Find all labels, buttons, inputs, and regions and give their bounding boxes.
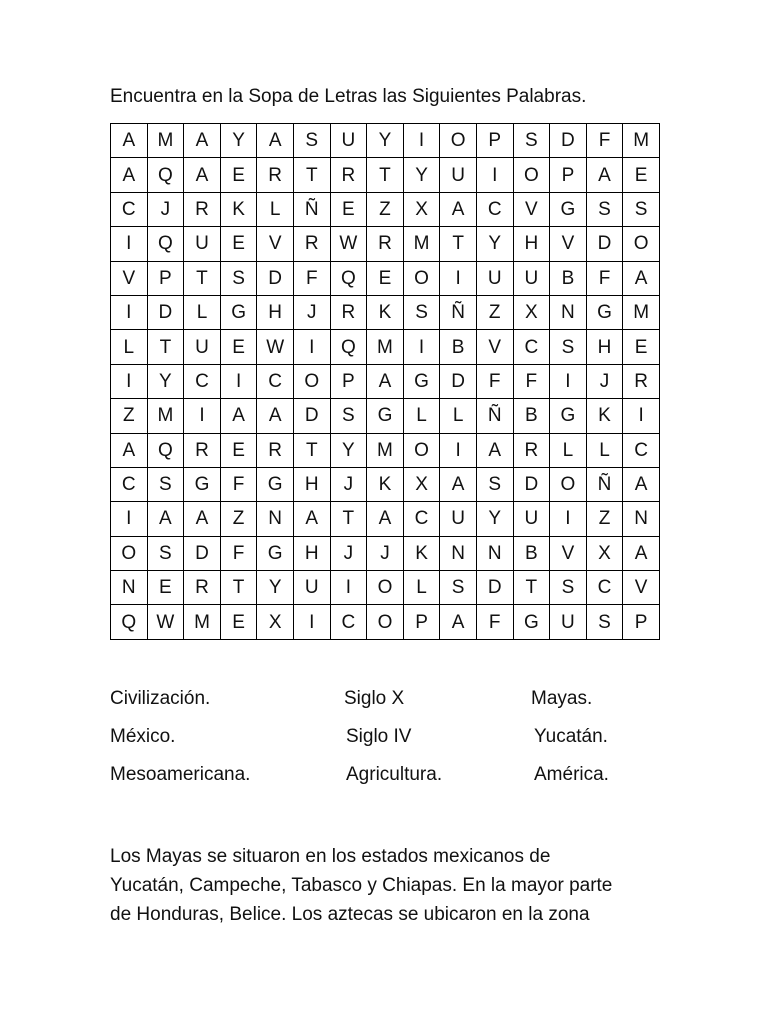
grid-cell: V: [550, 536, 587, 570]
grid-cell: M: [623, 295, 660, 329]
worksheet-title: Encuentra en la Sopa de Letras las Siguientes Palabras.: [110, 86, 587, 107]
grid-cell: O: [623, 227, 660, 261]
grid-cell: R: [513, 433, 550, 467]
grid-cell: E: [623, 158, 660, 192]
grid-cell: A: [111, 124, 148, 158]
grid-cell: T: [293, 158, 330, 192]
grid-cell: U: [476, 261, 513, 295]
grid-cell: J: [147, 192, 184, 226]
grid-cell: T: [184, 261, 221, 295]
grid-cell: A: [623, 467, 660, 501]
grid-cell: U: [330, 124, 367, 158]
grid-cell: G: [367, 399, 404, 433]
grid-cell: H: [586, 330, 623, 364]
grid-cell: W: [330, 227, 367, 261]
grid-cell: B: [440, 330, 477, 364]
grid-cell: M: [147, 124, 184, 158]
grid-cell: Q: [147, 433, 184, 467]
grid-cell: A: [623, 261, 660, 295]
grid-cell: U: [513, 261, 550, 295]
word-item: Agricultura.: [346, 764, 443, 785]
grid-cell: A: [367, 502, 404, 536]
grid-cell: J: [586, 364, 623, 398]
grid-cell: I: [184, 399, 221, 433]
grid-cell: C: [184, 364, 221, 398]
grid-cell: P: [476, 124, 513, 158]
grid-cell: C: [257, 364, 294, 398]
grid-cell: E: [220, 158, 257, 192]
grid-cell: L: [257, 192, 294, 226]
grid-row: [111, 571, 660, 605]
grid-cell: G: [257, 467, 294, 501]
grid-cell: X: [403, 192, 440, 226]
grid-cell: N: [476, 536, 513, 570]
grid-cell: O: [367, 571, 404, 605]
grid-cell: P: [403, 605, 440, 639]
grid-cell: E: [220, 433, 257, 467]
grid-row: [111, 399, 660, 433]
grid-row: [111, 124, 660, 158]
body-paragraph: [110, 842, 710, 929]
grid-cell: L: [550, 433, 587, 467]
grid-cell: E: [330, 192, 367, 226]
grid-cell: A: [147, 502, 184, 536]
grid-cell: E: [623, 330, 660, 364]
paragraph-line: Yucatán, Campeche, Tabasco y Chiapas. En la mayor parte: [110, 875, 613, 896]
grid-cell: N: [440, 536, 477, 570]
grid-cell: L: [403, 571, 440, 605]
grid-cell: S: [550, 571, 587, 605]
grid-cell: A: [476, 433, 513, 467]
grid-cell: F: [293, 261, 330, 295]
grid-cell: Y: [147, 364, 184, 398]
grid-cell: C: [111, 192, 148, 226]
grid-row: [111, 227, 660, 261]
grid-cell: D: [293, 399, 330, 433]
grid-cell: R: [623, 364, 660, 398]
grid-cell: S: [440, 571, 477, 605]
grid-cell: I: [330, 571, 367, 605]
grid-cell: V: [513, 192, 550, 226]
grid-cell: Q: [111, 605, 148, 639]
paragraph-line: de Honduras, Belice. Los aztecas se ubicaron en la zona: [110, 904, 590, 925]
grid-cell: R: [293, 227, 330, 261]
grid-cell: V: [550, 227, 587, 261]
grid-cell: Y: [257, 571, 294, 605]
word-item: Civilización.: [110, 688, 211, 709]
grid-cell: L: [440, 399, 477, 433]
grid-cell: C: [623, 433, 660, 467]
grid-row: [111, 330, 660, 364]
grid-cell: R: [184, 192, 221, 226]
word-item: Siglo X: [344, 688, 405, 709]
grid-cell: A: [440, 605, 477, 639]
grid-cell: R: [367, 227, 404, 261]
grid-cell: F: [220, 467, 257, 501]
grid-cell: C: [403, 502, 440, 536]
grid-cell: H: [293, 536, 330, 570]
grid-cell: U: [440, 158, 477, 192]
grid-cell: L: [586, 433, 623, 467]
grid-cell: F: [586, 124, 623, 158]
grid-cell: E: [367, 261, 404, 295]
word-item: Siglo IV: [346, 726, 412, 747]
grid-cell: F: [586, 261, 623, 295]
grid-cell: N: [550, 295, 587, 329]
grid-cell: S: [586, 605, 623, 639]
grid-cell: C: [513, 330, 550, 364]
grid-cell: I: [111, 295, 148, 329]
grid-cell: I: [111, 227, 148, 261]
grid-cell: N: [257, 502, 294, 536]
grid-cell: Y: [476, 502, 513, 536]
grid-cell: V: [257, 227, 294, 261]
grid-cell: P: [623, 605, 660, 639]
grid-cell: U: [550, 605, 587, 639]
grid-cell: K: [220, 192, 257, 226]
grid-cell: I: [403, 124, 440, 158]
grid-cell: I: [293, 605, 330, 639]
grid-cell: M: [367, 433, 404, 467]
grid-cell: C: [111, 467, 148, 501]
grid-cell: L: [111, 330, 148, 364]
grid-cell: C: [330, 605, 367, 639]
grid-cell: B: [550, 261, 587, 295]
grid-row: [111, 605, 660, 639]
grid-cell: B: [513, 399, 550, 433]
grid-cell: Y: [367, 124, 404, 158]
grid-cell: Ñ: [293, 192, 330, 226]
grid-cell: D: [550, 124, 587, 158]
grid-cell: U: [184, 227, 221, 261]
grid-cell: A: [184, 502, 221, 536]
grid-cell: O: [403, 261, 440, 295]
grid-cell: G: [550, 399, 587, 433]
grid-cell: J: [330, 467, 367, 501]
grid-cell: B: [513, 536, 550, 570]
grid-row: [111, 158, 660, 192]
grid-cell: T: [367, 158, 404, 192]
grid-cell: A: [367, 364, 404, 398]
grid-cell: Q: [330, 330, 367, 364]
grid-cell: H: [513, 227, 550, 261]
grid-cell: S: [220, 261, 257, 295]
grid-cell: N: [623, 502, 660, 536]
grid-cell: M: [403, 227, 440, 261]
grid-cell: V: [476, 330, 513, 364]
grid-cell: A: [440, 192, 477, 226]
grid-row: [111, 536, 660, 570]
grid-cell: T: [147, 330, 184, 364]
grid-cell: U: [513, 502, 550, 536]
grid-row: [111, 502, 660, 536]
grid-cell: H: [257, 295, 294, 329]
grid-cell: A: [184, 158, 221, 192]
grid-cell: Q: [330, 261, 367, 295]
grid-cell: S: [293, 124, 330, 158]
grid-cell: U: [293, 571, 330, 605]
grid-cell: K: [367, 467, 404, 501]
grid-cell: E: [220, 330, 257, 364]
grid-cell: T: [440, 227, 477, 261]
grid-cell: R: [330, 158, 367, 192]
grid-cell: S: [586, 192, 623, 226]
grid-cell: M: [184, 605, 221, 639]
grid-cell: D: [476, 571, 513, 605]
grid-cell: O: [440, 124, 477, 158]
grid-cell: T: [513, 571, 550, 605]
grid-cell: D: [147, 295, 184, 329]
word-item: Yucatán.: [534, 726, 608, 747]
grid-cell: G: [513, 605, 550, 639]
grid-cell: Y: [403, 158, 440, 192]
grid-cell: I: [403, 330, 440, 364]
grid-cell: M: [623, 124, 660, 158]
grid-cell: X: [586, 536, 623, 570]
grid-cell: Ñ: [586, 467, 623, 501]
word-list: [110, 688, 670, 808]
grid-cell: G: [550, 192, 587, 226]
grid-cell: Ñ: [476, 399, 513, 433]
grid-cell: H: [293, 467, 330, 501]
grid-cell: A: [293, 502, 330, 536]
grid-cell: J: [293, 295, 330, 329]
grid-cell: Q: [147, 227, 184, 261]
grid-cell: Z: [367, 192, 404, 226]
grid-cell: Y: [330, 433, 367, 467]
grid-cell: X: [403, 467, 440, 501]
grid-cell: I: [550, 364, 587, 398]
grid-cell: G: [586, 295, 623, 329]
grid-cell: A: [257, 399, 294, 433]
grid-cell: M: [367, 330, 404, 364]
grid-cell: J: [367, 536, 404, 570]
grid-cell: F: [476, 605, 513, 639]
grid-cell: O: [550, 467, 587, 501]
word-item: Mayas.: [531, 688, 593, 709]
grid-cell: Y: [476, 227, 513, 261]
grid-cell: R: [257, 433, 294, 467]
grid-cell: Q: [147, 158, 184, 192]
grid-cell: D: [257, 261, 294, 295]
grid-cell: E: [220, 605, 257, 639]
grid-cell: E: [220, 227, 257, 261]
grid-cell: Y: [220, 124, 257, 158]
grid-cell: D: [184, 536, 221, 570]
grid-cell: S: [550, 330, 587, 364]
grid-cell: S: [147, 536, 184, 570]
grid-cell: Z: [220, 502, 257, 536]
grid-cell: U: [440, 502, 477, 536]
grid-cell: G: [257, 536, 294, 570]
grid-cell: G: [220, 295, 257, 329]
word-item: México.: [110, 726, 176, 747]
grid-cell: J: [330, 536, 367, 570]
grid-cell: A: [586, 158, 623, 192]
grid-cell: S: [403, 295, 440, 329]
grid-cell: G: [403, 364, 440, 398]
grid-cell: F: [220, 536, 257, 570]
grid-cell: E: [147, 571, 184, 605]
grid-cell: X: [513, 295, 550, 329]
grid-cell: Z: [476, 295, 513, 329]
grid-cell: F: [513, 364, 550, 398]
grid-cell: Ñ: [440, 295, 477, 329]
grid-cell: A: [111, 433, 148, 467]
grid-cell: L: [184, 295, 221, 329]
paragraph-line: Los Mayas se situaron en los estados mexicanos de: [110, 846, 551, 867]
word-item: América.: [534, 764, 609, 785]
grid-cell: I: [111, 364, 148, 398]
grid-row: [111, 364, 660, 398]
grid-cell: R: [184, 433, 221, 467]
grid-cell: I: [550, 502, 587, 536]
grid-row: [111, 433, 660, 467]
grid-cell: I: [111, 502, 148, 536]
grid-cell: O: [293, 364, 330, 398]
grid-cell: S: [330, 399, 367, 433]
grid-row: [111, 192, 660, 226]
grid-cell: K: [586, 399, 623, 433]
grid-cell: P: [330, 364, 367, 398]
grid-cell: I: [440, 433, 477, 467]
grid-cell: G: [184, 467, 221, 501]
grid-cell: S: [476, 467, 513, 501]
grid-cell: W: [147, 605, 184, 639]
grid-cell: D: [586, 227, 623, 261]
grid-cell: T: [293, 433, 330, 467]
grid-cell: Z: [586, 502, 623, 536]
grid-cell: I: [476, 158, 513, 192]
grid-cell: W: [257, 330, 294, 364]
grid-cell: V: [623, 571, 660, 605]
grid-row: [111, 261, 660, 295]
grid-cell: K: [367, 295, 404, 329]
grid-cell: I: [220, 364, 257, 398]
grid-cell: O: [513, 158, 550, 192]
grid-cell: C: [476, 192, 513, 226]
grid-cell: S: [623, 192, 660, 226]
grid-cell: K: [403, 536, 440, 570]
grid-cell: T: [220, 571, 257, 605]
grid-cell: M: [147, 399, 184, 433]
grid-cell: Z: [111, 399, 148, 433]
grid-cell: O: [367, 605, 404, 639]
grid-cell: I: [440, 261, 477, 295]
grid-cell: A: [623, 536, 660, 570]
grid-cell: S: [147, 467, 184, 501]
grid-cell: I: [623, 399, 660, 433]
grid-cell: S: [513, 124, 550, 158]
grid-cell: O: [111, 536, 148, 570]
grid-cell: P: [147, 261, 184, 295]
grid-cell: R: [257, 158, 294, 192]
grid-cell: A: [184, 124, 221, 158]
grid-cell: P: [550, 158, 587, 192]
grid-cell: D: [513, 467, 550, 501]
grid-cell: O: [403, 433, 440, 467]
grid-cell: U: [184, 330, 221, 364]
grid-cell: T: [330, 502, 367, 536]
grid-cell: F: [476, 364, 513, 398]
grid-cell: A: [440, 467, 477, 501]
grid-cell: R: [330, 295, 367, 329]
grid-cell: X: [257, 605, 294, 639]
grid-cell: I: [293, 330, 330, 364]
grid-cell: D: [440, 364, 477, 398]
grid-cell: A: [257, 124, 294, 158]
word-item: Mesoamericana.: [110, 764, 251, 785]
grid-cell: V: [111, 261, 148, 295]
grid-row: [111, 295, 660, 329]
word-search-grid: [110, 123, 660, 640]
grid-cell: L: [403, 399, 440, 433]
grid-cell: R: [184, 571, 221, 605]
grid-row: [111, 467, 660, 501]
grid-cell: C: [586, 571, 623, 605]
grid-cell: A: [111, 158, 148, 192]
grid-cell: N: [111, 571, 148, 605]
grid-cell: A: [220, 399, 257, 433]
